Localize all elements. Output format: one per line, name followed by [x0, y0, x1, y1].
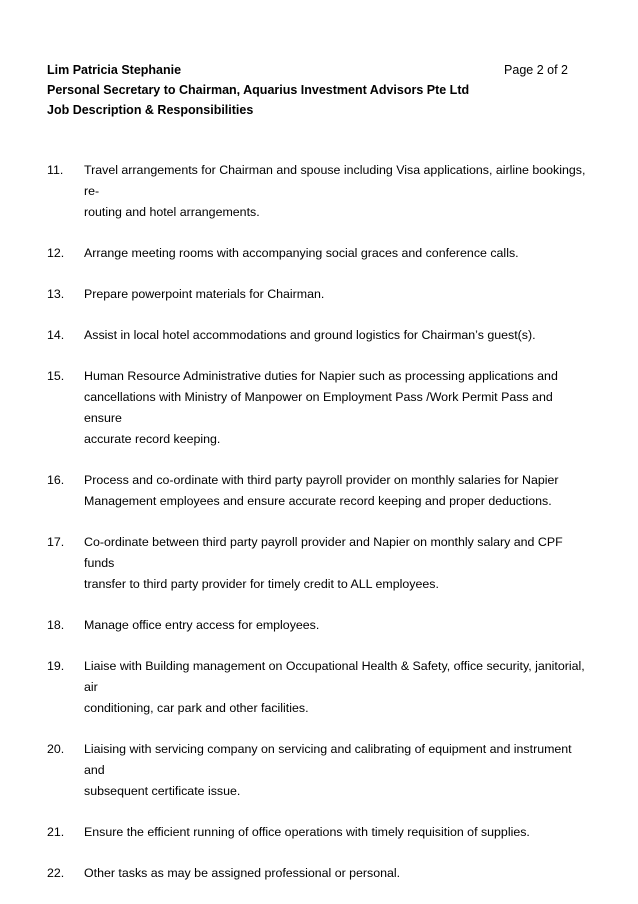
item-number: 22.	[47, 866, 65, 880]
list-item	[47, 532, 587, 595]
list-item	[47, 284, 587, 305]
item-number: 18.	[47, 618, 65, 632]
item-text: Liaising with servicing company on servicing and calibrating of equipment and instrument and subsequent certificate issue.	[84, 742, 572, 798]
item-number: 14.	[47, 328, 65, 342]
page-number: Page 2 of 2	[504, 63, 568, 77]
item-text: Manage office entry access for employees.	[84, 618, 320, 632]
item-text: Travel arrangements for Chairman and spouse including Visa applications, airline bookings, re- routing and hotel arrangements.	[84, 163, 586, 219]
item-text: Liaise with Building management on Occupational Health & Safety, office security, janitorial, air conditioning, car park and other facilities.	[84, 659, 585, 715]
item-number: 12.	[47, 246, 65, 260]
list-item	[47, 243, 587, 264]
list-item	[47, 366, 587, 450]
item-number: 19.	[47, 659, 65, 673]
list-item	[47, 615, 587, 636]
list-item	[47, 863, 587, 884]
list-item	[47, 656, 587, 719]
item-text: Other tasks as may be assigned professional or personal.	[84, 866, 401, 880]
item-text: Ensure the efficient running of office operations with timely requisition of supplies.	[84, 825, 530, 839]
section-title: Job Description & Responsibilities	[47, 103, 254, 117]
item-number: 15.	[47, 369, 65, 383]
list-item	[47, 822, 587, 843]
item-number: 11.	[47, 163, 64, 177]
header-first-line	[47, 60, 573, 80]
document-header	[47, 60, 573, 120]
list-item	[47, 160, 587, 223]
list-item	[47, 470, 587, 512]
item-text: Human Resource Administrative duties for Napier such as processing applications and cancellations with Ministry of Manpower on Employment Pass /Work Permit Pass and ensure accurate record keeping.	[84, 369, 558, 446]
item-number: 13.	[47, 287, 65, 301]
item-text: Process and co-ordinate with third party payroll provider on monthly salaries for Napier Management employees and ensure accurate record keeping and proper deductions.	[84, 473, 559, 508]
item-number: 20.	[47, 742, 65, 756]
list-item	[47, 325, 587, 346]
list-item	[47, 739, 587, 802]
employee-name: Lim Patricia Stephanie	[47, 63, 182, 77]
item-number: 17.	[47, 535, 65, 549]
item-text: Arrange meeting rooms with accompanying social graces and conference calls.	[84, 246, 519, 260]
item-text: Assist in local hotel accommodations and ground logistics for Chairman’s guest(s).	[84, 328, 536, 342]
item-text: Co-ordinate between third party payroll provider and Napier on monthly salary and CPF funds transfer to third party provider for timely credit to ALL employees.	[84, 535, 563, 591]
job-position: Personal Secretary to Chairman, Aquarius Investment Advisors Pte Ltd	[47, 83, 470, 97]
responsibilities-list	[47, 160, 587, 904]
item-number: 16.	[47, 473, 65, 487]
item-text: Prepare powerpoint materials for Chairman.	[84, 287, 325, 301]
item-number: 21.	[47, 825, 65, 839]
